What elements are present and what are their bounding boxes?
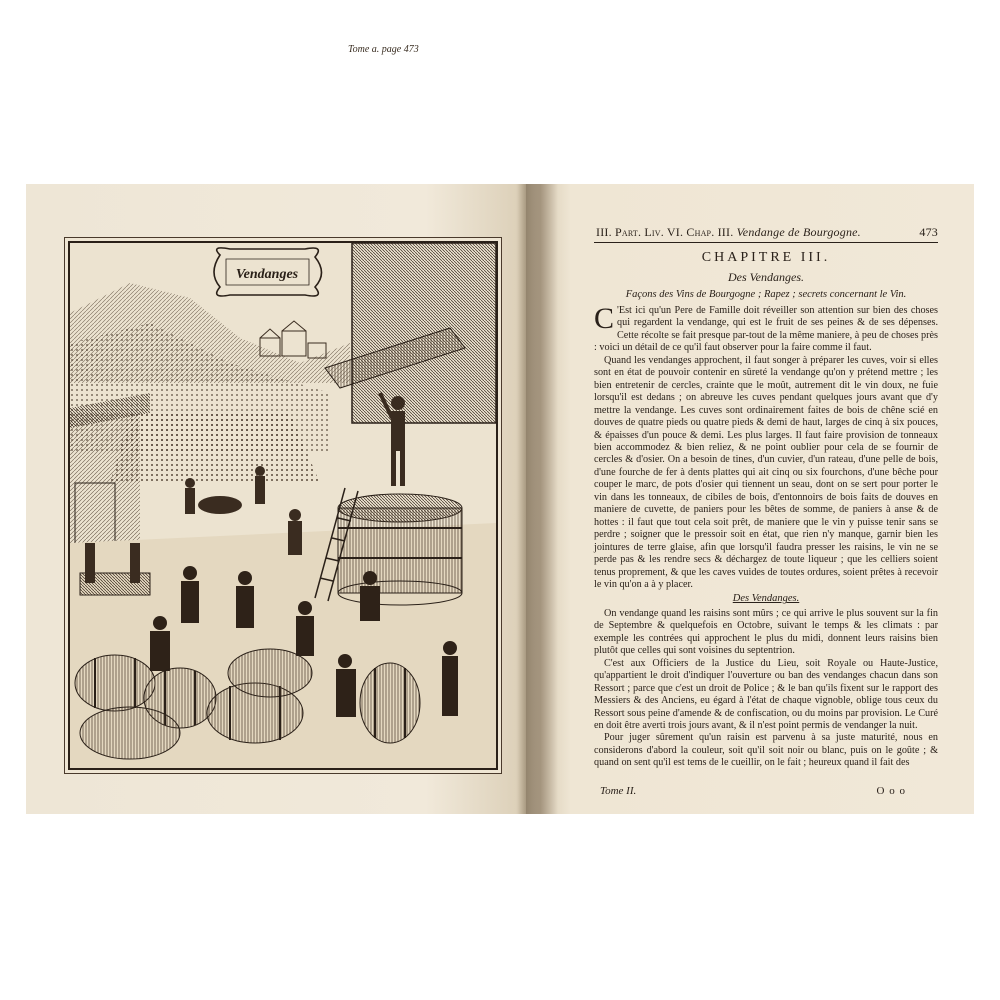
chapter-heading: CHAPITRE III. <box>701 250 831 265</box>
paragraph: Pour juger sûrement qu'un raisin est parvenu à sa juste maturité, nous en considerons d'abord la couleur, soit qu'il soit noir ou blanc, puis on le goûte ; & quand on sent qu'il est tems de le cueillir, on le fait ; heureux quand il fait des <box>594 732 938 769</box>
wine-vat <box>338 494 462 605</box>
running-head-title: Vendange de Bourgogne. <box>736 225 861 239</box>
engraving-plate <box>68 241 498 770</box>
plate-title: Vendanges <box>235 267 299 282</box>
body-text <box>594 302 938 770</box>
page-number: 473 <box>919 225 938 239</box>
page-footer <box>600 785 940 797</box>
head-rule <box>594 242 938 243</box>
paragraph-text: 'Est ici qu'un Pere de Famille doit réveiller son attention sur bien des choses qui regardent la vendange, qui est le fruit de ses peines & de ses dépenses. Cette récolte se fait presque par-tout de la même maniere, à peu de choses près : voici un détail de ce qu'il faut observer pour la faire comme il faut. <box>594 305 938 354</box>
plate-reference: Tome a. page 473 <box>348 44 419 55</box>
section-title: Des Vendanges. <box>732 593 800 605</box>
running-head <box>596 225 946 240</box>
vendanges-engraving <box>70 243 496 768</box>
paragraph: C'est aux Officiers de la Justice du Lieu, soit Royale ou Haute-Justice, qu'appartient le droit d'indiquer l'ouverture ou ban des vendanges chacun dans son Ressort ; parce que c'est un droit de Police ; & le ban qu'ils fixent sur le rapport des Messiers & des Anciens, eu égard à l'état de chaque vignoble, oblige tous ceux du Ressort sous peine d'amende & de confiscation, ou du moins par provision. Le Curé en doit être averti trois jours avant, & il n'est point permis de vendanger la nuit. <box>594 657 938 731</box>
drop-cap: C <box>594 302 615 335</box>
chapter-subtitle: Façons des Vins de Bourgogne ; Rapez ; secrets concernant le Vin. <box>625 289 907 300</box>
paragraph <box>594 302 938 355</box>
signature-mark: O o o <box>876 785 906 797</box>
chapter-title: Des Vendanges. <box>728 270 804 284</box>
paragraph: Quand les vendanges approchent, il faut songer à préparer les cuves, voir si elles sont en état de pouvoir contenir en sûreté la vendange qu'on y prétend mettre ; les bien entretenir de cercles, crainte que le moût, autrement dit le vin doux, ne fuie lorsqu'il est dedans ; on abreuve les cuves pendant quelques jours avant que d'y mettre la vendange. Les cuves sont ordinairement faites de bois de chêne scié en douves de quatre pieds ou quatre pieds & demi de haut, larges de cinq à six pouces, & épaisses d'un pouce & demi. Les plus larges. Il faut faire provision de tonneaux bien accommodez & bien reliez, & ne point oublier pour cela de se fournir de cercles & d'osier. On a besoin de tines, d'un cuvier, d'un rateau, d'une pelle de bois, d'une fourche de fer à dents plattes qui ait cinq ou six fourchons, d'une bêche pour couper le marc, de pots d'osier qui tiennent un seau, dont on se sert pour porter le vin dans les tonneaux, de cibiles de bois, d'entonnoirs de bois faits de douves en maniere de cuvette, de paniers pour les bêtes de somme, de paniers à anse & de hottes : il faut que tout cela soit prêt, de maniere que le vin y puisse tenir sans se perdre ; soigner que le pressoir soit en état, que rien n'y manque, garnir bien les jointures de terre glaise, afin que lorsqu'il faudra presser les raisins, le vin ne se perde pas & les rendre secs & déchargez de toute liqueur ; que les celliers soient tenus proprement, & que les caves vuides de toutes ordures, soient prêtes à recevoir le vin qu'on a à y placer. <box>594 354 938 590</box>
volume-label: Tome II. <box>600 785 637 797</box>
book-gutter <box>518 184 558 814</box>
running-head-text: III. Part. Liv. VI. Chap. III. <box>596 225 734 239</box>
paragraph: On vendange quand les raisins sont mûrs ; ce qui arrive le plus souvent sur la fin de Septembre & quelquefois en Octobre, suivant le temps & les climats : par exemple les contrées qui approchent le plus du midi, donnent leurs raisins bien plutôt que celles qui sont voisines du septentrion. <box>594 607 938 657</box>
